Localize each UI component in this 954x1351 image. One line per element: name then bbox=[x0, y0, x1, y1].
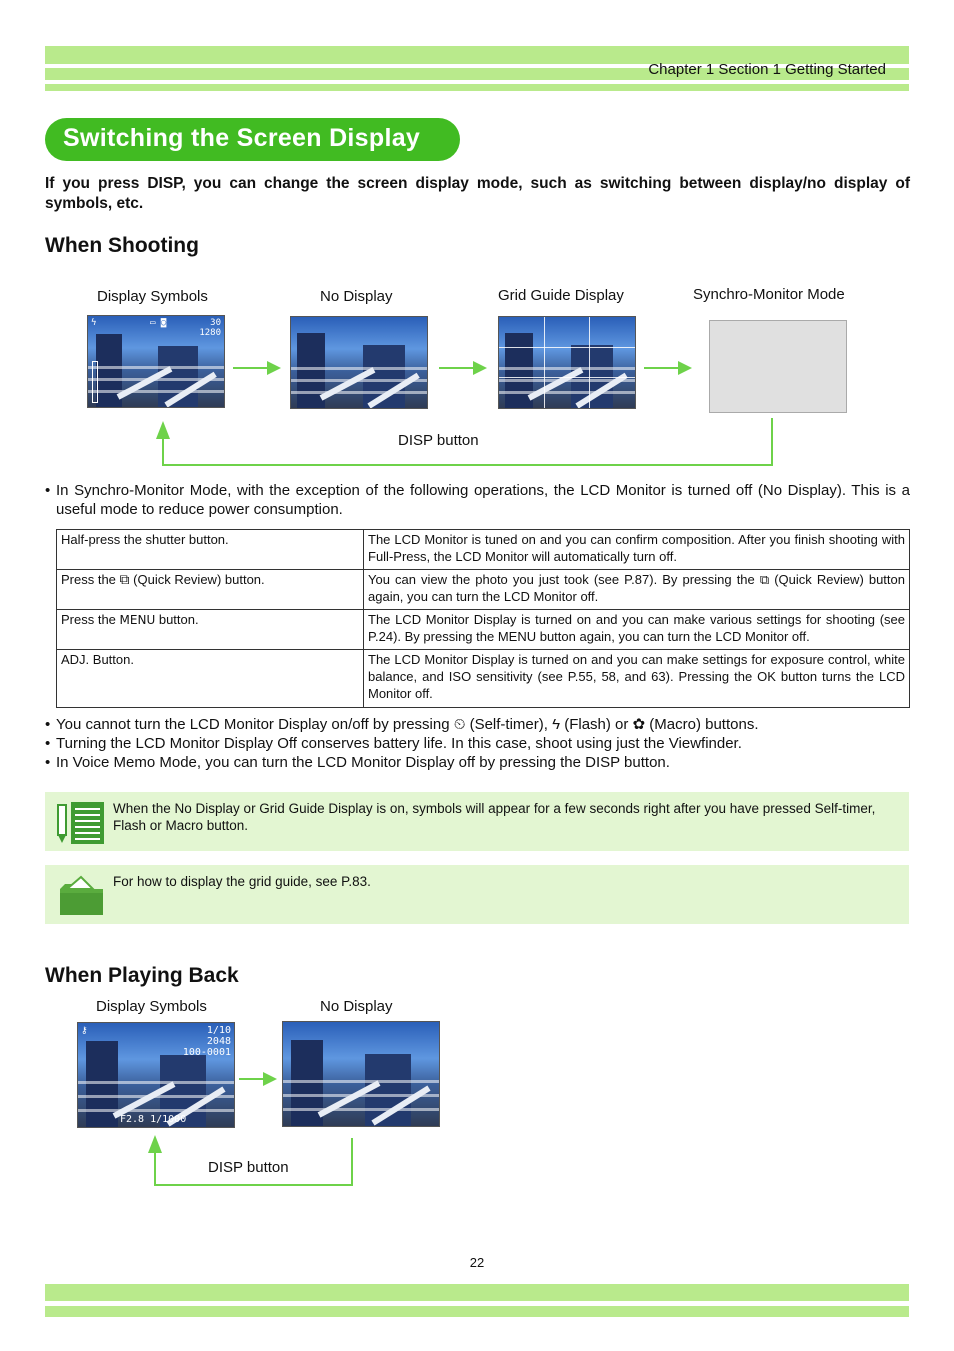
page-number: 22 bbox=[469, 1255, 485, 1270]
caption-synchro-monitor: Synchro-Monitor Mode bbox=[693, 286, 845, 303]
section-title: Switching the Screen Display bbox=[63, 124, 421, 152]
camera-mode-icon: ▭ ◙ bbox=[150, 318, 167, 328]
remaining-shots: 30 bbox=[210, 318, 221, 328]
table-cell-action: ADJ. Button. bbox=[57, 650, 364, 708]
loop-line bbox=[771, 418, 773, 465]
caption-display-symbols: Display Symbols bbox=[97, 288, 208, 305]
table-row bbox=[57, 530, 910, 570]
table-cell-action: Press the MENU button. bbox=[57, 610, 364, 650]
arrow-right bbox=[233, 367, 277, 369]
playback-no-display bbox=[282, 1021, 440, 1127]
exposure-info: F2.8 1/1000 bbox=[120, 1114, 187, 1125]
playback-image-size: 2048 bbox=[206, 1036, 231, 1047]
caption-grid-guide: Grid Guide Display bbox=[498, 287, 624, 304]
bullet-battery: • Turning the LCD Monitor Display Off conserves battery life. In this case, shoot using just the Viewfinder. bbox=[45, 735, 742, 752]
arrow-right bbox=[644, 367, 688, 369]
grid-line bbox=[499, 347, 635, 348]
screen-display-symbols bbox=[87, 315, 225, 408]
footer-band-bottom bbox=[45, 1306, 909, 1317]
flash-icon: ϟ bbox=[91, 318, 97, 328]
reference-box bbox=[45, 865, 909, 924]
protect-icon: ⚷ bbox=[81, 1026, 88, 1036]
table-cell-result: The LCD Monitor Display is turned on and you can make settings for exposure control, white balance, and ISO sensitivity (see P.55, 58, and 63). Pressing the OK button turns the LCD Monitor off. bbox=[364, 650, 910, 708]
menu-button-label: MENU bbox=[119, 613, 156, 627]
arrow-right bbox=[239, 1078, 273, 1080]
loop-line bbox=[162, 438, 164, 466]
caption-no-display: No Display bbox=[320, 288, 393, 305]
arrow-right bbox=[439, 367, 483, 369]
section-title-pill bbox=[45, 118, 460, 161]
screen-grid-guide bbox=[498, 316, 636, 409]
table-cell-action: Half-press the shutter button. bbox=[57, 530, 364, 570]
operations-table bbox=[56, 529, 910, 708]
reference-text: For how to display the grid guide, see P.83. bbox=[113, 874, 371, 889]
note-box bbox=[45, 792, 909, 851]
bullet-synchro-info: • In Synchro-Monitor Mode, with the exception of the following operations, the LCD Monitor is turned off (No Display). This is a useful mode to reduce power consumption. bbox=[45, 482, 910, 518]
table-cell-result: You can view the photo you just took (see P.87). By pressing the ⧉ (Quick Review) button again, you can turn the LCD Monitor off. bbox=[364, 570, 910, 610]
header-band-bottom bbox=[45, 84, 909, 91]
table-row bbox=[57, 650, 910, 708]
arrow-up bbox=[156, 421, 170, 439]
caption-playback-no-display: No Display bbox=[320, 998, 393, 1015]
table-cell-result: The LCD Monitor Display is turned on and you can make various settings for shooting (see P.24). By pressing the MENU button again, you can turn the LCD Monitor off. bbox=[364, 610, 910, 650]
chapter-label: Chapter 1 Section 1 Getting Started bbox=[648, 61, 886, 78]
table-cell-action: Press the ⧉ (Quick Review) button. bbox=[57, 570, 364, 610]
file-number: 100-0001 bbox=[182, 1047, 231, 1058]
memo-note-icon bbox=[57, 802, 105, 844]
bullet-voice-memo: • In Voice Memo Mode, you can turn the LCD Monitor Display off by pressing the DISP button. bbox=[45, 754, 670, 771]
loop-line bbox=[154, 1184, 353, 1186]
shooting-heading: When Shooting bbox=[45, 234, 199, 257]
grid-line bbox=[544, 317, 545, 408]
table-row bbox=[57, 570, 910, 610]
playback-disp-button-label: DISP button bbox=[208, 1159, 289, 1176]
caption-playback-symbols: Display Symbols bbox=[96, 998, 207, 1015]
screen-no-display bbox=[290, 316, 428, 409]
loop-line bbox=[351, 1138, 353, 1185]
zoom-bar-icon bbox=[92, 361, 98, 403]
quick-review-icon: ⧉ bbox=[119, 572, 130, 588]
folder-icon bbox=[57, 875, 105, 917]
disp-button-label: DISP button bbox=[398, 432, 479, 449]
grid-line bbox=[589, 317, 590, 408]
loop-line bbox=[154, 1150, 156, 1186]
table-row bbox=[57, 610, 910, 650]
intro-text: If you press DISP, you can change the screen display mode, such as switching between display/no display of symbols, etc. bbox=[45, 175, 910, 212]
footer-band-top bbox=[45, 1284, 909, 1301]
table-cell-result: The LCD Monitor is tuned on and you can confirm composition. After you finish shooting with Full-Press, the LCD Monitor will automatically turn off. bbox=[364, 530, 910, 570]
arrow-up bbox=[148, 1135, 162, 1153]
image-size: 1280 bbox=[199, 328, 221, 338]
note-text: When the No Display or Grid Guide Display is on, symbols will appear for a few seconds right after you have pressed Self-timer, Flash or Macro button. bbox=[113, 801, 876, 833]
frame-counter: 1/10 bbox=[206, 1025, 231, 1036]
playback-heading: When Playing Back bbox=[45, 964, 239, 987]
bullet-buttons: • You cannot turn the LCD Monitor Display on/off by pressing ⏲ (Self-timer), ϟ (Flash) or ✿ (Macro) buttons. bbox=[45, 716, 759, 733]
screen-synchro-monitor bbox=[709, 320, 847, 413]
playback-display-symbols bbox=[77, 1022, 235, 1128]
loop-line bbox=[162, 464, 773, 466]
grid-line bbox=[499, 377, 635, 378]
